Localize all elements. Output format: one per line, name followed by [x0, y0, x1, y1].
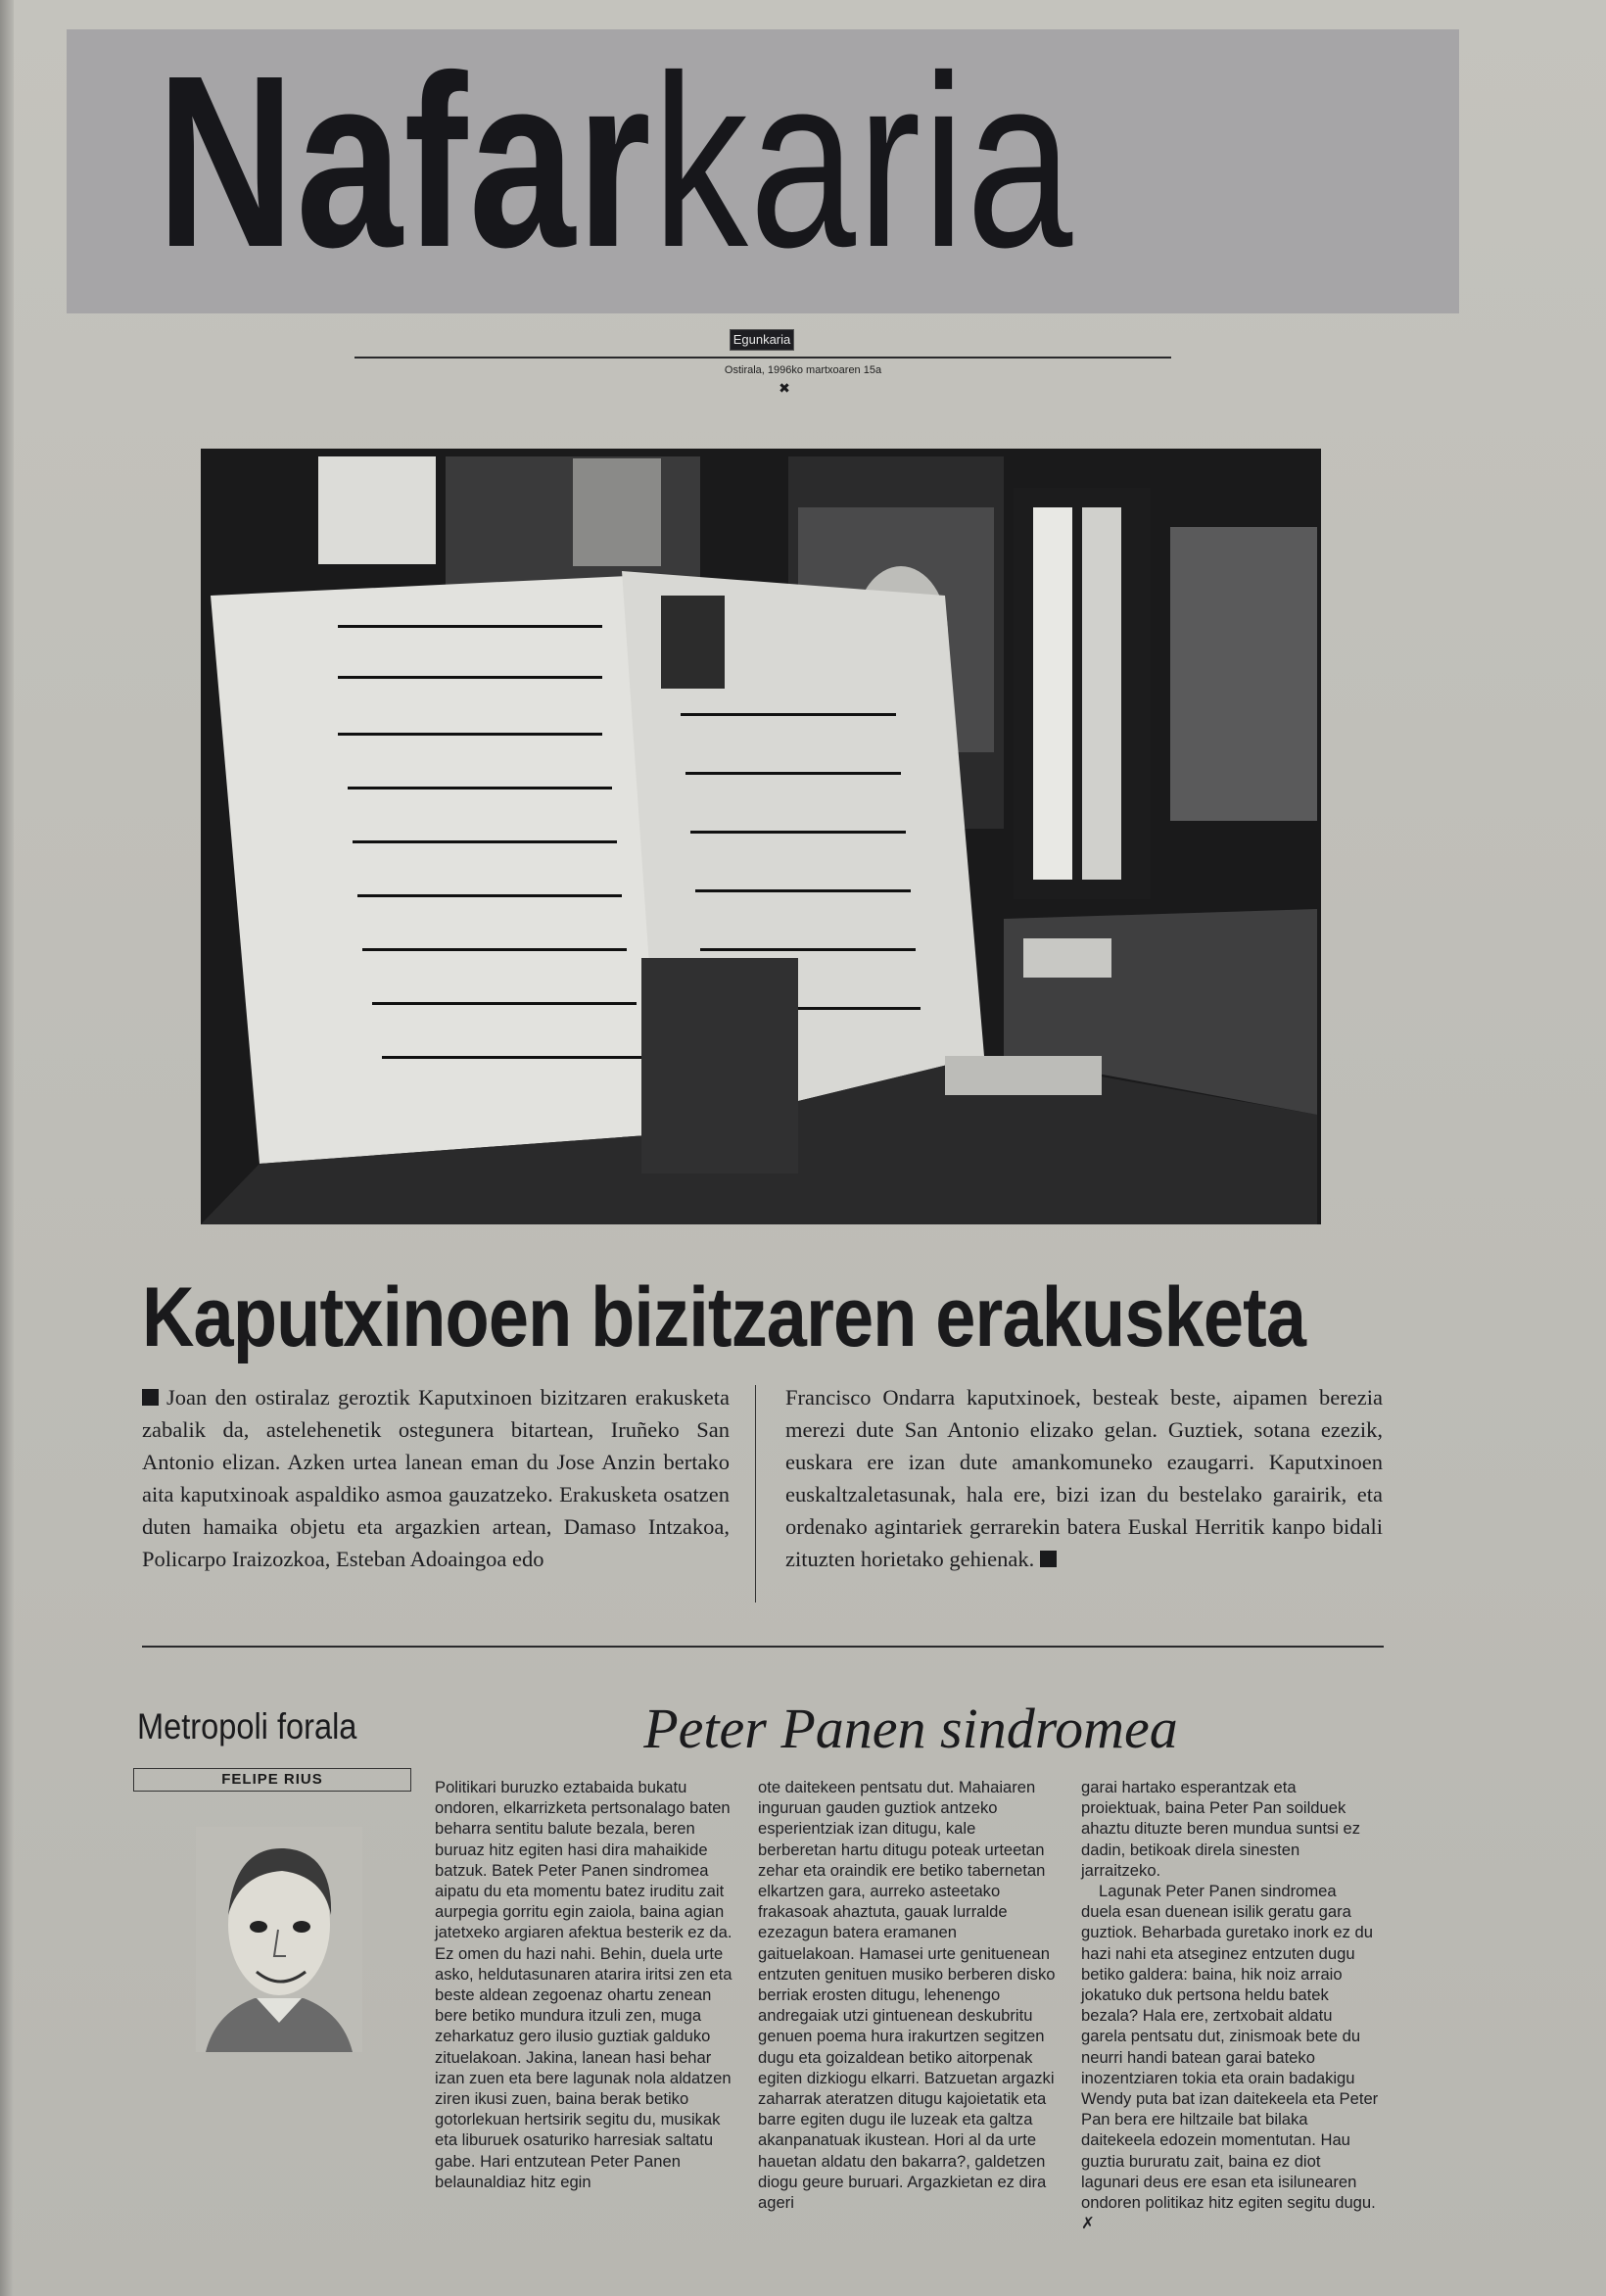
column-text-2	[758, 1777, 1056, 2213]
column-paragraph: garai hartako esperantzak eta proiektuak, baina Peter Pan soilduek ahaztu dituzte beren mundua suntsi ez dadin, betikoak direla sinesten jarraitzeko.	[1081, 1778, 1361, 1880]
end-cross-icon: ✗	[1081, 2214, 1095, 2233]
masthead-title-bold: Nafar	[157, 24, 653, 298]
column-paragraph-text: Lagunak Peter Panen sindromea duela esan duenean isilik geratu gara guztiok. Beharbada guretako inork ez du hazi nahi eta atseginez entzuten dugu betiko galdera: baina, hik noiz arraio jokatuko duk pertsona heldu batek bezala? Hala ere, zertxobait aldatu garela pentsatu dut, zinismoak bete du neurri handi batean garai bateko inozentziaren tokia eta orain badakigu Wendy puta bat izan daitekeela eta Peter Pan bera ere hiltzaile bat bilaka daitekeela edozein momentutan. Hau guztia bururatu zait, baina ez diot lagunari deus ere esan eta isilunearen ondoren politikaz hitz egiten segitu dugu.	[1081, 1882, 1379, 2213]
binding-shadow	[0, 0, 14, 2296]
lead-text-right: Francisco Ondarra kaputxinoek, besteak beste, aipamen berezia merezi dute San Antonio elizako gelan. Guztiek, sotana ezezik, euskara ere izan dute amankomuneko ezaugarri. Kaputxinoen euskaltzaletasunak, hala ere, bizi izan du bestelako garairik, eta ordenako agintariek gerrarekin batera Euskal Herritik kanpo bidali zituzten horietako gehienak.	[785, 1385, 1383, 1571]
masthead-rule	[354, 357, 1171, 362]
author-portrait-icon	[196, 1827, 362, 2052]
lead-column-right	[785, 1381, 1383, 1575]
section-label: Metropoli forala	[137, 1706, 357, 1746]
column-divider	[755, 1385, 756, 1602]
column-paragraph: Politikari buruzko eztabaida bukatu ondoren, elkarrizketa pertsonalago baten beharra sentitu balute bezala, beren buruaz hitz egiten hasi dira mahaikide batzuk. Batek Peter Panen sindromea aipatu du eta momentu batez iruditu zait aurpegia gorritu egin zaiola, baina agian jatetxeko argiaren afektua besterik ez da. Ez omen du hazi nahi. Behin, duela urte asko, heldutasunaren atarira iritsi zen eta beste aldean zegoenaz ohartu zenean bere betiko mundura itzuli zen, muga zeharkatuz gero ilusio guztiak galduko zituelakoan. Jakina, lanean hasi behar izan zuen eta bere lagunak nola aldatzen ziren ikusi zuen, baina berak betiko gotorlekuan hertsirik segitu du, musikak eta liburuek osaturiko harresiak saltatu gabe. Hari entzutean Peter Panen belaunaldiaz hitz egin	[435, 1778, 732, 2191]
publisher-badge: Egunkaria	[730, 329, 794, 351]
dateline: Ostirala, 1996ko martxoaren 15a	[724, 364, 882, 376]
start-square-icon	[142, 1389, 159, 1406]
masthead-title	[157, 20, 1073, 304]
column-title: Peter Panen sindromea	[643, 1697, 1178, 1760]
masthead-title-light: karia	[652, 24, 1074, 298]
author-byline: FELIPE RIUS	[133, 1768, 411, 1792]
star-icon: ✖	[779, 381, 790, 397]
column-text-3	[1081, 1777, 1379, 2233]
lead-column-left	[142, 1381, 730, 1575]
column-paragraph: ote daitekeen pentsatu dut. Mahaiaren inguruan gauden guztiok antzeko esperientziak izan ditugu, kale berberetan hartu ditugu poteak urteetan zehar eta oraindik ere betiko tabernetan elkartzen gara, aurreko asteetako frakasoak ahaztuta, gauak lurralde ezezagun batera eramanen gaituelakoan. Hamasei urte genituenean entzuten genituen musiko berberen disko berriak erosten ditugu, lehenengo andregaiak utzi gintuenean deskubritu genuen poema hura irakurtzen segitzen dugu eta goizaldean betiko aitorpenak egiten dizkiogu elkarri. Batzuetan argazki zaharrak ateratzen ditugu kajoietatik eta barre egiten dugu ile luzeak eta galtza akanpanatuak ikustean. Hori al da urte hauetan aldatu den bakarra?, galdetzen diogu geure buruari. Argazkietan ez dira ageri	[758, 1778, 1056, 2213]
feature-photo	[201, 449, 1321, 1224]
choir-book-photo-illustration	[201, 449, 1321, 1224]
end-square-icon	[1040, 1551, 1057, 1567]
column-paragraph	[1081, 1881, 1379, 2233]
lead-text-left: Joan den ostiralaz geroztik Kaputxinoen bizitzaren erakusketa zabalik da, astelehenetik ostegunera bitartean, Iruñeko San Antonio elizan. Azken urtea lanean eman du Jose Anzin bertako aita kaputxinoak aspaldiko asmoa gauzatzeko. Erakusketa osatzen duten hamaika objetu eta argazkien artean, Damaso Intzakoa, Policarpo Iraizozkoa, Esteban Adoaingoa edo	[142, 1385, 730, 1571]
section-rule	[142, 1646, 1384, 1650]
feature-headline: Kaputxinoen bizitzaren erakusketa	[142, 1270, 1306, 1364]
column-text-1	[435, 1777, 732, 2192]
